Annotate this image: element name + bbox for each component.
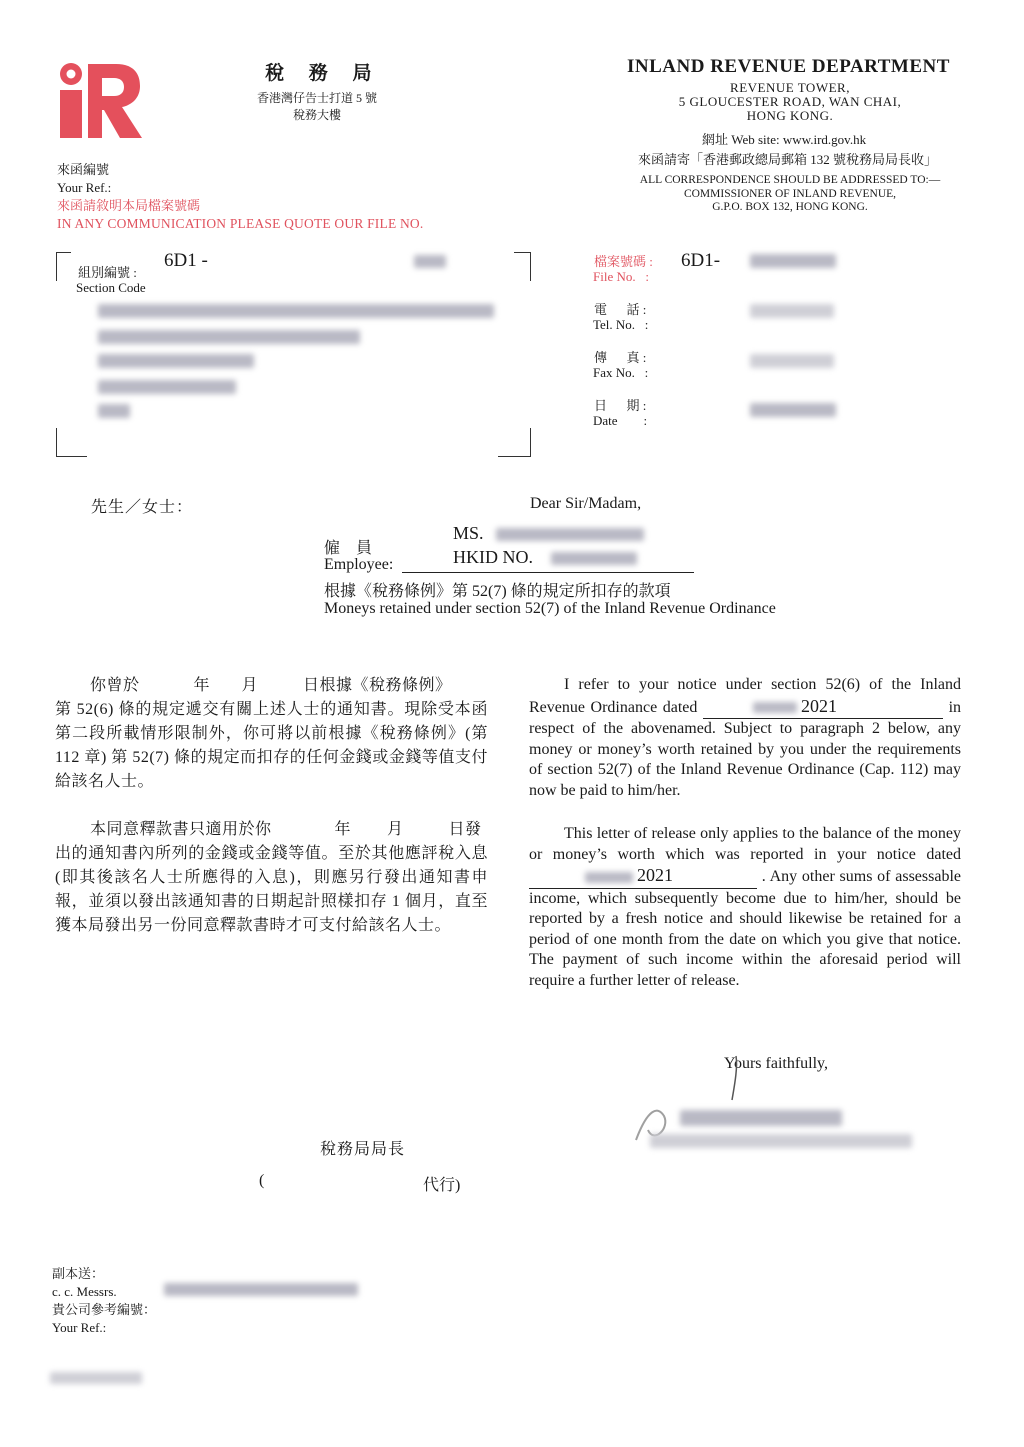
section-code-value: 6D1 - — [164, 250, 208, 271]
signatory-name-redacted — [680, 1110, 842, 1126]
fax-label-cn: 傳 真 : — [594, 350, 647, 365]
fax-label-en: Fax No. : — [593, 365, 649, 380]
notice-date-field-2 — [529, 865, 757, 889]
quote-file-no-cn: 來函請敘明本局檔案號碼 — [57, 198, 201, 213]
address-en-line: 5 GLOUCESTER ROAD, WAN CHAI, — [678, 94, 902, 109]
cc-label-cn: 副本送： — [52, 1266, 105, 1281]
cc-ref-label-en: Your Ref.: — [52, 1320, 107, 1335]
employee-ms: MS. — [453, 523, 484, 543]
date-redacted — [750, 403, 836, 417]
body-cn-p1-rest: 第 52(6) 條的規定遞交有關上述人士的通知書。現除受本函第二段所載情形限制外，你可將以前根據《稅務條例》(第 112 章) 第 52(7) 條的規定而扣存的任何金錢或金錢等值支付給該名人士。 — [55, 701, 488, 790]
cc-label-en: c. c. Messrs. — [52, 1284, 117, 1299]
address-window-corner — [56, 428, 87, 457]
addressee-redacted-line — [98, 304, 494, 318]
address-cn — [247, 90, 387, 124]
cc-name-redacted — [164, 1283, 358, 1296]
subject-title-en: Moneys retained under section 52(7) of the Inland Revenue Ordinance — [324, 600, 776, 617]
cc-block — [52, 1265, 156, 1337]
address-cn-line: 稅務大樓 — [292, 108, 341, 122]
file-no-label-en: File No. : — [593, 269, 649, 284]
addressee-redacted-line — [98, 380, 236, 394]
correspondence-en-line: G.P.O. BOX 132, HONG KONG. — [712, 201, 868, 213]
commissioner-cn: 稅務局局長 — [320, 1141, 406, 1158]
notice-date-year: 2021 — [637, 865, 673, 885]
your-ref-block — [57, 161, 423, 233]
file-no-value: 6D1- — [681, 250, 721, 271]
address-en — [640, 81, 940, 123]
file-no-redacted — [750, 254, 836, 268]
section-code-redacted — [414, 255, 446, 268]
body-en-p2-dated: dated — [926, 845, 962, 863]
section-code-label-en: Section Code — [76, 280, 146, 295]
footer-code-redacted — [50, 1372, 142, 1384]
body-en-p2-body: . Any other sums of assessable income, which subsequently become due to him/her, should be reported by a fresh notice and should likewise be retained for a period of one month from the date on which you give that notice. The payment of such income within the aforesaid period will require a further letter of release. — [529, 868, 962, 989]
acting-close: 代行) — [423, 1177, 461, 1194]
correspondence-cn: 來函請寄「香港郵政總局郵箱 132 號稅務局局長收」 — [638, 152, 938, 167]
department-name-en: INLAND REVENUE DEPARTMENT — [627, 56, 950, 77]
notice-date-redacted — [753, 702, 797, 713]
address-cn-line: 香港灣仔告士打道 5 號 — [256, 91, 377, 105]
notice-date-year: 2021 — [800, 695, 837, 716]
acting-open: ( — [259, 1172, 265, 1189]
address-en-line: REVENUE TOWER, — [730, 80, 850, 95]
body-en-p2-intro: This letter of release only applies to the balance of the money or money’s worth which was reported in your notice — [529, 825, 961, 863]
date-label-cn: 日 期 : — [594, 398, 647, 413]
department-name-cn: 稅 務 局 — [265, 63, 382, 84]
employee-underline — [402, 572, 694, 573]
body-en-paragraph-2 — [529, 824, 961, 991]
date-label-en: Date : — [593, 413, 648, 428]
yours-faithfully: Yours faithfully, — [724, 1055, 829, 1072]
address-window-corner — [56, 252, 71, 281]
notice-date-redacted — [585, 872, 633, 883]
body-cn-p2-rest: 出的通知書內所列的金錢或金錢等值。至於其他應評稅入息 (即其後該名人士所應得的入息)，則應另行發出通知書申報，並須以發出該通知書的日期起計照樣扣存 1 個月，直至獲本局發出另一份同意釋款書時才可支付給該名人士。 — [55, 845, 488, 934]
address-en-line: HONG KONG. — [746, 108, 834, 123]
notice-date-field-1 — [703, 696, 943, 720]
your-ref-label-en: Your Ref.: — [57, 180, 112, 195]
quote-file-no-en: IN ANY COMMUNICATION PLEASE QUOTE OUR FILE NO. — [57, 216, 424, 231]
employee-hkid: HKID NO. — [453, 547, 533, 567]
addressee-redacted-line — [98, 354, 254, 368]
body-cn-p2-first-line: 本同意釋款書只適用於你 年 月 日發 — [90, 821, 482, 838]
tel-label-en: Tel. No. : — [593, 317, 649, 332]
addressee-redacted-line — [98, 330, 360, 344]
correspondence-en — [617, 174, 963, 215]
website-line: 網址 Web site: www.ird.gov.hk — [702, 132, 867, 147]
tel-label-cn: 電 話 : — [594, 302, 647, 317]
your-ref-label-cn: 來函編號 — [57, 162, 110, 177]
signatory-title-redacted — [650, 1134, 912, 1148]
body-cn-p1-first-line: 你曾於 年 月 日根據《稅務條例》 — [90, 677, 452, 694]
section-code-label-cn: 組別編號 : — [78, 265, 137, 280]
cc-ref-label-cn: 貴公司參考編號： — [52, 1302, 157, 1317]
body-en-paragraph-1 — [529, 675, 961, 801]
addressee-redacted-line — [98, 404, 130, 418]
employee-label-en: Employee: — [324, 556, 394, 573]
address-window-corner — [498, 428, 531, 457]
file-no-label-cn: 檔案號碼 : — [594, 254, 653, 269]
body-en-p1-body: in respect of the abovenamed. Subject to paragraph 2 below, any money or money’s worth retained by you under the requirements of section 52(7) of the Inland Revenue Ordinance (Cap. 112) may now be paid to him/her. — [529, 698, 962, 799]
tel-redacted — [750, 304, 834, 318]
correspondence-en-line: COMMISSIONER OF INLAND REVENUE, — [683, 187, 897, 200]
salutation-cn: 先生／女士： — [91, 499, 194, 516]
salutation-en: Dear Sir/Madam, — [530, 495, 642, 512]
correspondence-en-line: ALL CORRESPONDENCE SHOULD BE ADDRESSED TO:— — [639, 174, 941, 186]
body-cn-paragraph-2 — [55, 818, 488, 938]
body-cn-paragraph-1 — [55, 674, 488, 794]
fax-redacted — [750, 354, 834, 368]
employee-name-redacted — [496, 528, 644, 541]
subject-title-cn: 根據《稅務條例》第 52(7) 條的規定所扣存的款項 — [324, 583, 671, 600]
address-window-corner — [514, 252, 531, 281]
ird-logo — [58, 60, 142, 140]
body-en-p1-intro: I refer to your notice under section 52(6) of the Inland Revenue Ordinance dated — [529, 676, 961, 716]
employee-label-cn: 僱 員 — [324, 540, 373, 557]
employee-hkid-redacted — [551, 552, 637, 565]
